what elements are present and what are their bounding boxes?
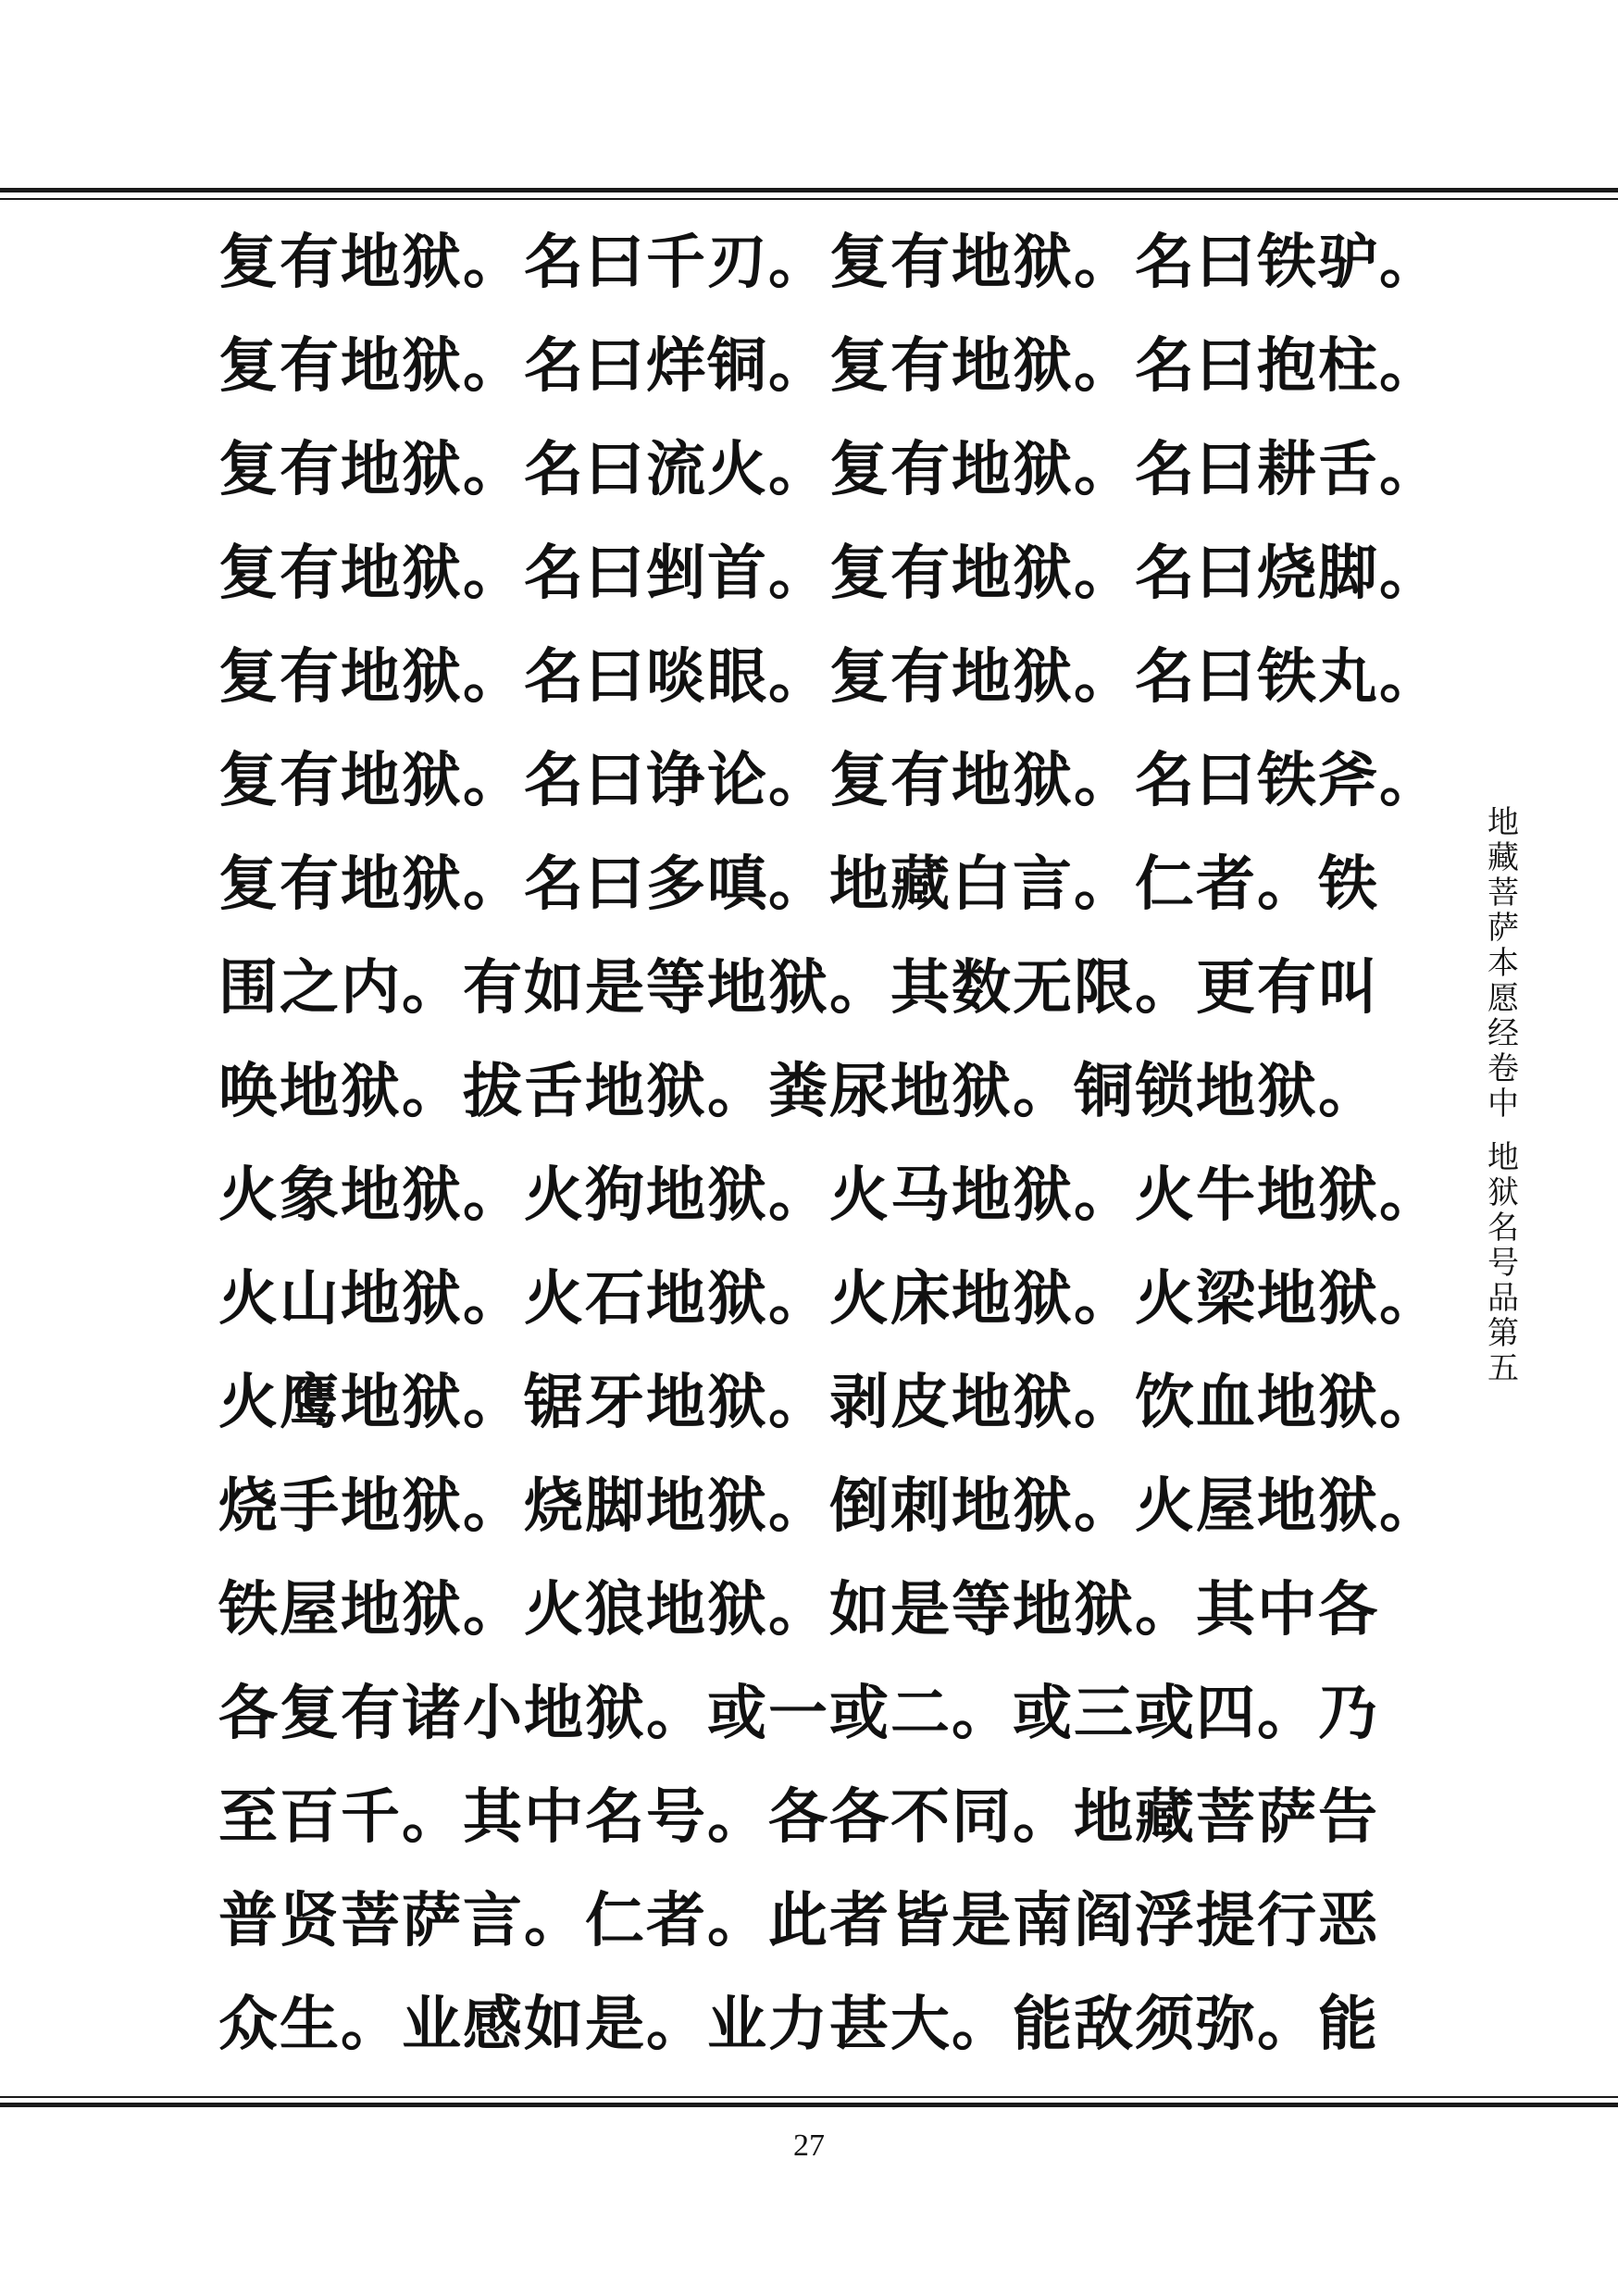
bottom-border-thin [0,2096,1618,2098]
text-line: 火山地狱。火石地狱。火床地狱。火梁地狱。 [218,1265,1440,1334]
text-line: 火鹰地狱。锯牙地狱。剥皮地狱。饮血地狱。 [218,1369,1440,1437]
text-line: 复有地狱。名曰流火。复有地狱。名曰耕舌。 [218,436,1440,504]
text-line: 火象地狱。火狗地狱。火马地狱。火牛地狱。 [218,1161,1440,1230]
top-border-thick [0,188,1618,192]
text-line: 复有地狱。名曰剉首。复有地狱。名曰烧脚。 [218,540,1440,608]
book-title: 地藏菩萨本愿经卷中 [1487,804,1519,1123]
page-number: 27 [793,2128,825,2163]
text-line: 复有地狱。名曰千刃。复有地狱。名曰铁驴。 [218,229,1440,297]
text-line: 复有地狱。名曰诤论。复有地狱。名曰铁斧。 [218,747,1440,815]
text-line: 众生。业感如是。业力甚大。能敌须弥。能 [218,1991,1379,2059]
scripture-text [218,211,1440,2077]
text-line: 普贤菩萨言。仁者。此者皆是南阎浮提行恶 [218,1887,1379,1955]
text-line: 烧手地狱。烧脚地狱。倒刺地狱。火屋地狱。 [218,1472,1440,1541]
text-line: 各复有诸小地狱。或一或二。或三或四。乃 [218,1680,1379,1748]
running-header-vertical [1483,805,1524,1386]
bottom-border-thick [0,2103,1618,2107]
text-line: 唤地狱。拔舌地狱。粪尿地狱。铜锁地狱。 [218,1058,1379,1126]
text-line: 围之内。有如是等地狱。其数无限。更有叫 [218,954,1379,1023]
text-line: 复有地狱。名曰啖眼。复有地狱。名曰铁丸。 [218,643,1440,712]
text-line: 复有地狱。名曰多嗔。地藏白言。仁者。铁 [218,850,1379,919]
text-line: 至百千。其中名号。各各不同。地藏菩萨告 [218,1783,1379,1852]
text-line: 复有地狱。名曰烊铜。复有地狱。名曰抱柱。 [218,332,1440,401]
top-border-thin [0,198,1618,200]
text-line: 铁屋地狱。火狼地狱。如是等地狱。其中各 [218,1576,1379,1644]
chapter-title: 地狱名号品第五 [1487,1139,1519,1387]
